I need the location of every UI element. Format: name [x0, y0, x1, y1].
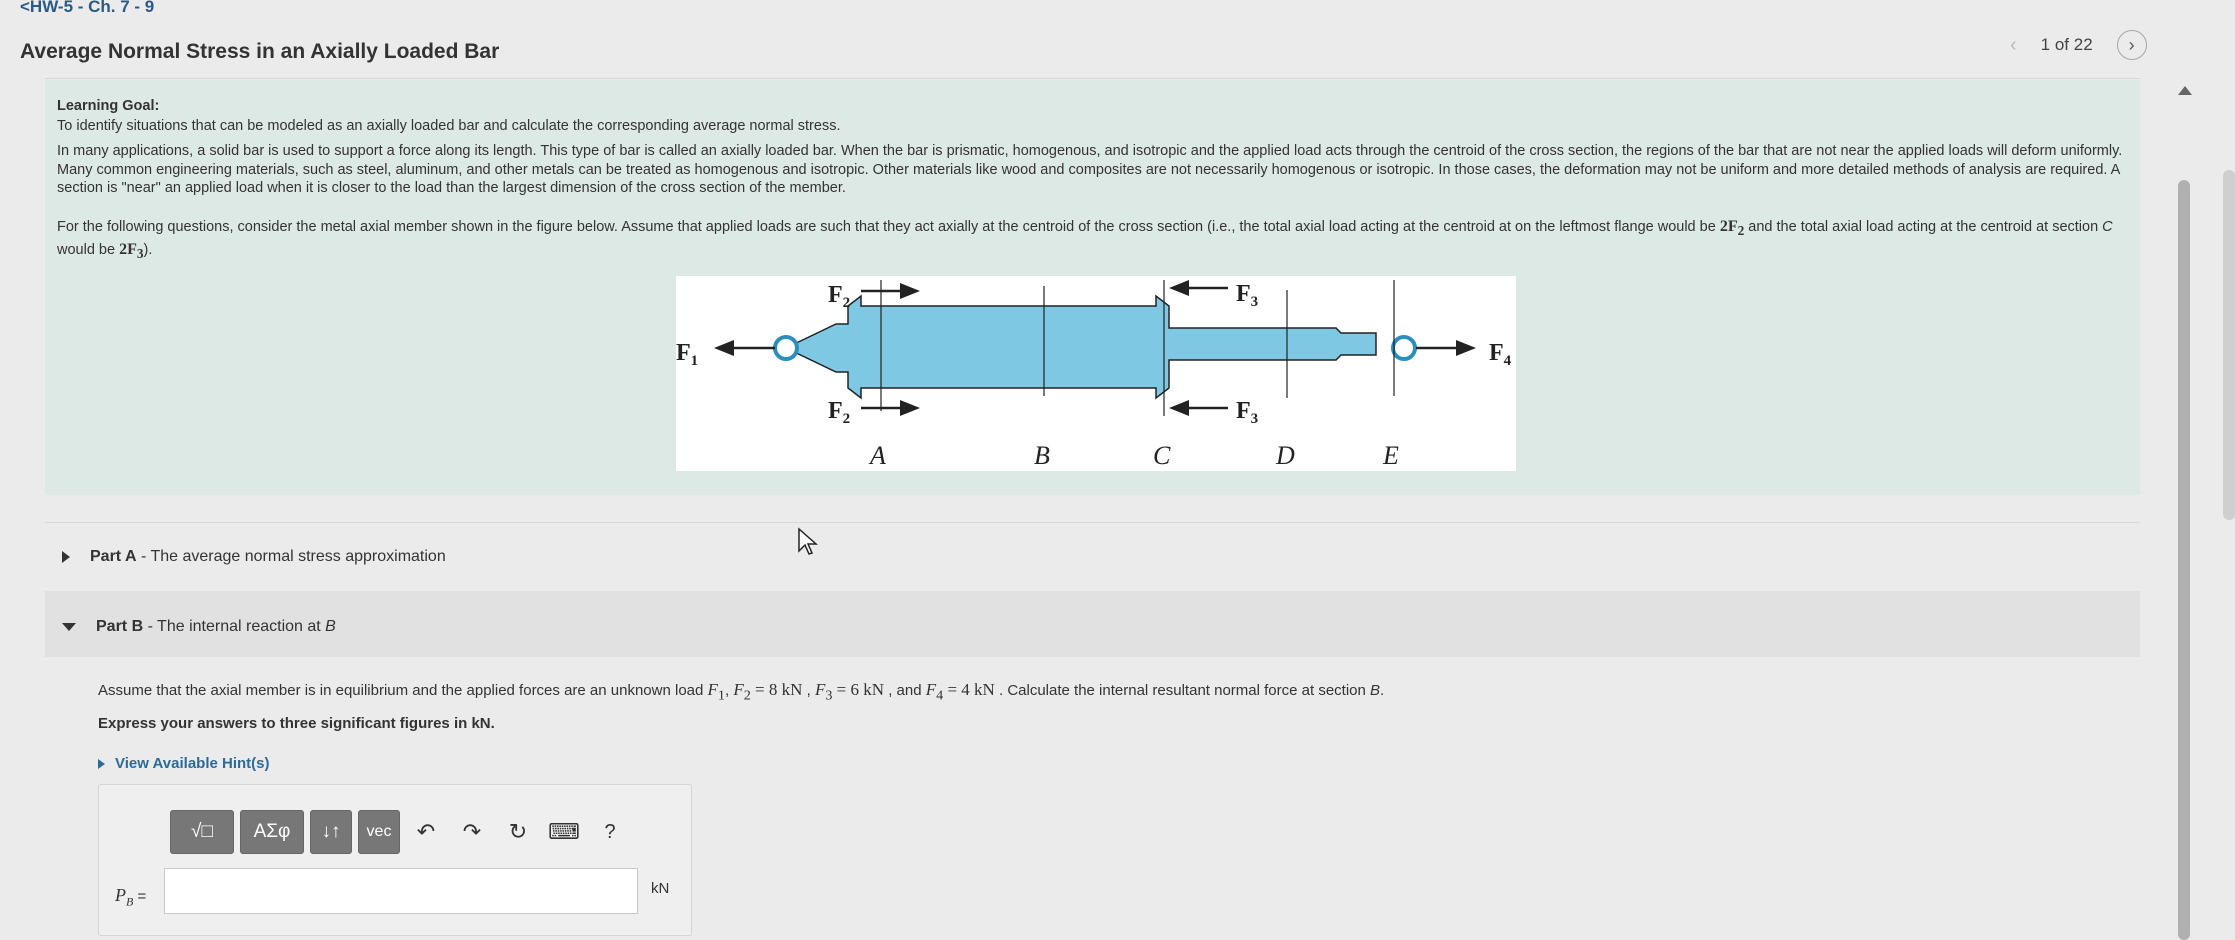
- back-to-assignment-link[interactable]: <HW-5 - Ch. 7 - 9: [20, 0, 155, 16]
- f1-label: $F_1$: [676, 340, 699, 369]
- unit-label: kN: [651, 880, 670, 897]
- problem-title: Average Normal Stress in an Axially Loaded Bar: [20, 40, 500, 63]
- section-e-label: E: [1383, 441, 1399, 470]
- page-scrollbar[interactable]: [2223, 170, 2235, 520]
- intro-paragraph: In many applications, a solid bar is used to support a force along its length. This type of bar is called an axially loaded bar. When the bar is prismatic, homogenous, and isotropic and the applied load acts through the centroid of the cross section, the regions of the bar that are not near the applied loads will deform uniformly. Many common engineering materials, such as steel, aluminum, and other metals can be treated as homogenous and isotropic. Other materials like wood and composites are not necessarily homogenous or isotropic. In those cases, the deformation may not be uniform and more detailed methods of analysis are required. A section is "near" an applied load when it is closer to the load than the largest dimension of the cross section of the member.: [57, 143, 2123, 196]
- math-toolbar: [170, 810, 630, 854]
- axial-member-diagram: [676, 276, 1516, 471]
- section-c-label: C: [1153, 441, 1171, 470]
- expand-icon: [62, 551, 70, 563]
- f4-label: $F_4$: [1489, 340, 1512, 369]
- arrows-button[interactable]: ↓↑: [310, 810, 352, 854]
- chevron-right-icon: ›: [2128, 34, 2135, 55]
- left-pin: [775, 337, 797, 359]
- divider: [45, 78, 2140, 79]
- section-a-label: A: [870, 441, 886, 470]
- collapse-icon: [62, 623, 76, 631]
- figure-question-paragraph: For the following questions, consider the metal axial member shown in the figure below. Assume that applied loads are such that they act axially at the centroid of the cross section (i.e., the total axial load acting at the centroid at on the leftmost flange would be $2F_2$ and the total axial load acting at the centroid at section C would be $2F_3$).: [57, 218, 2113, 261]
- section-d-label: D: [1276, 441, 1295, 470]
- vector-button[interactable]: vec: [358, 810, 400, 854]
- axial-member-figure: [676, 276, 1516, 471]
- f2-top-label: $F_2$: [828, 282, 851, 311]
- undo-icon[interactable]: ↶: [416, 819, 436, 844]
- f3-bottom-label: $F_3$: [1236, 398, 1259, 427]
- next-button[interactable]: [2117, 30, 2147, 60]
- part-b-question: Assume that the axial member is in equilibrium and the applied forces are an unknown load $F_1$, $F_2 = 8$ kN , $F_3 = 6$ kN , and $F_4 = 4$ kN . Calculate the internal resultant normal force at section B.: [98, 680, 1385, 704]
- view-hints-link[interactable]: View Available Hint(s): [98, 755, 270, 772]
- section-b-label: B: [1034, 441, 1050, 470]
- answer-label: $P_B$ =: [115, 885, 147, 909]
- divider: [45, 522, 2140, 523]
- f2-bottom-label: $F_2$: [828, 398, 851, 427]
- help-icon[interactable]: ?: [604, 820, 616, 843]
- answer-instructions: Express your answers to three significant figures in kN.: [98, 715, 495, 732]
- previous-icon[interactable]: ‹: [2010, 33, 2017, 56]
- greek-symbols-button[interactable]: ΑΣφ: [240, 810, 304, 854]
- learning-goal-text: To identify situations that can be modeled as an axially loaded bar and calculate the corresponding average normal stress.: [57, 118, 841, 134]
- right-pin: [1393, 337, 1415, 359]
- mouse-cursor-icon: [797, 527, 819, 557]
- templates-button[interactable]: √□: [170, 810, 234, 854]
- part-a-header[interactable]: Part A - The average normal stress approximation: [62, 548, 446, 566]
- answer-input[interactable]: [164, 868, 638, 914]
- scrollbar-thumb[interactable]: [2178, 180, 2190, 940]
- page-counter: 1 of 22: [2040, 35, 2093, 54]
- pager: [2010, 30, 2147, 60]
- redo-icon[interactable]: ↷: [462, 819, 482, 844]
- f3-top-label: $F_3$: [1236, 281, 1259, 310]
- part-b-header-bar: [45, 591, 2140, 657]
- reset-icon[interactable]: ↻: [508, 819, 528, 844]
- expand-icon: [98, 759, 105, 769]
- scroll-up-icon[interactable]: [2178, 86, 2192, 95]
- keyboard-icon[interactable]: ⌨: [548, 819, 580, 844]
- learning-goal-label: Learning Goal:: [57, 98, 160, 114]
- part-b-header[interactable]: Part B - The internal reaction at B: [62, 618, 336, 636]
